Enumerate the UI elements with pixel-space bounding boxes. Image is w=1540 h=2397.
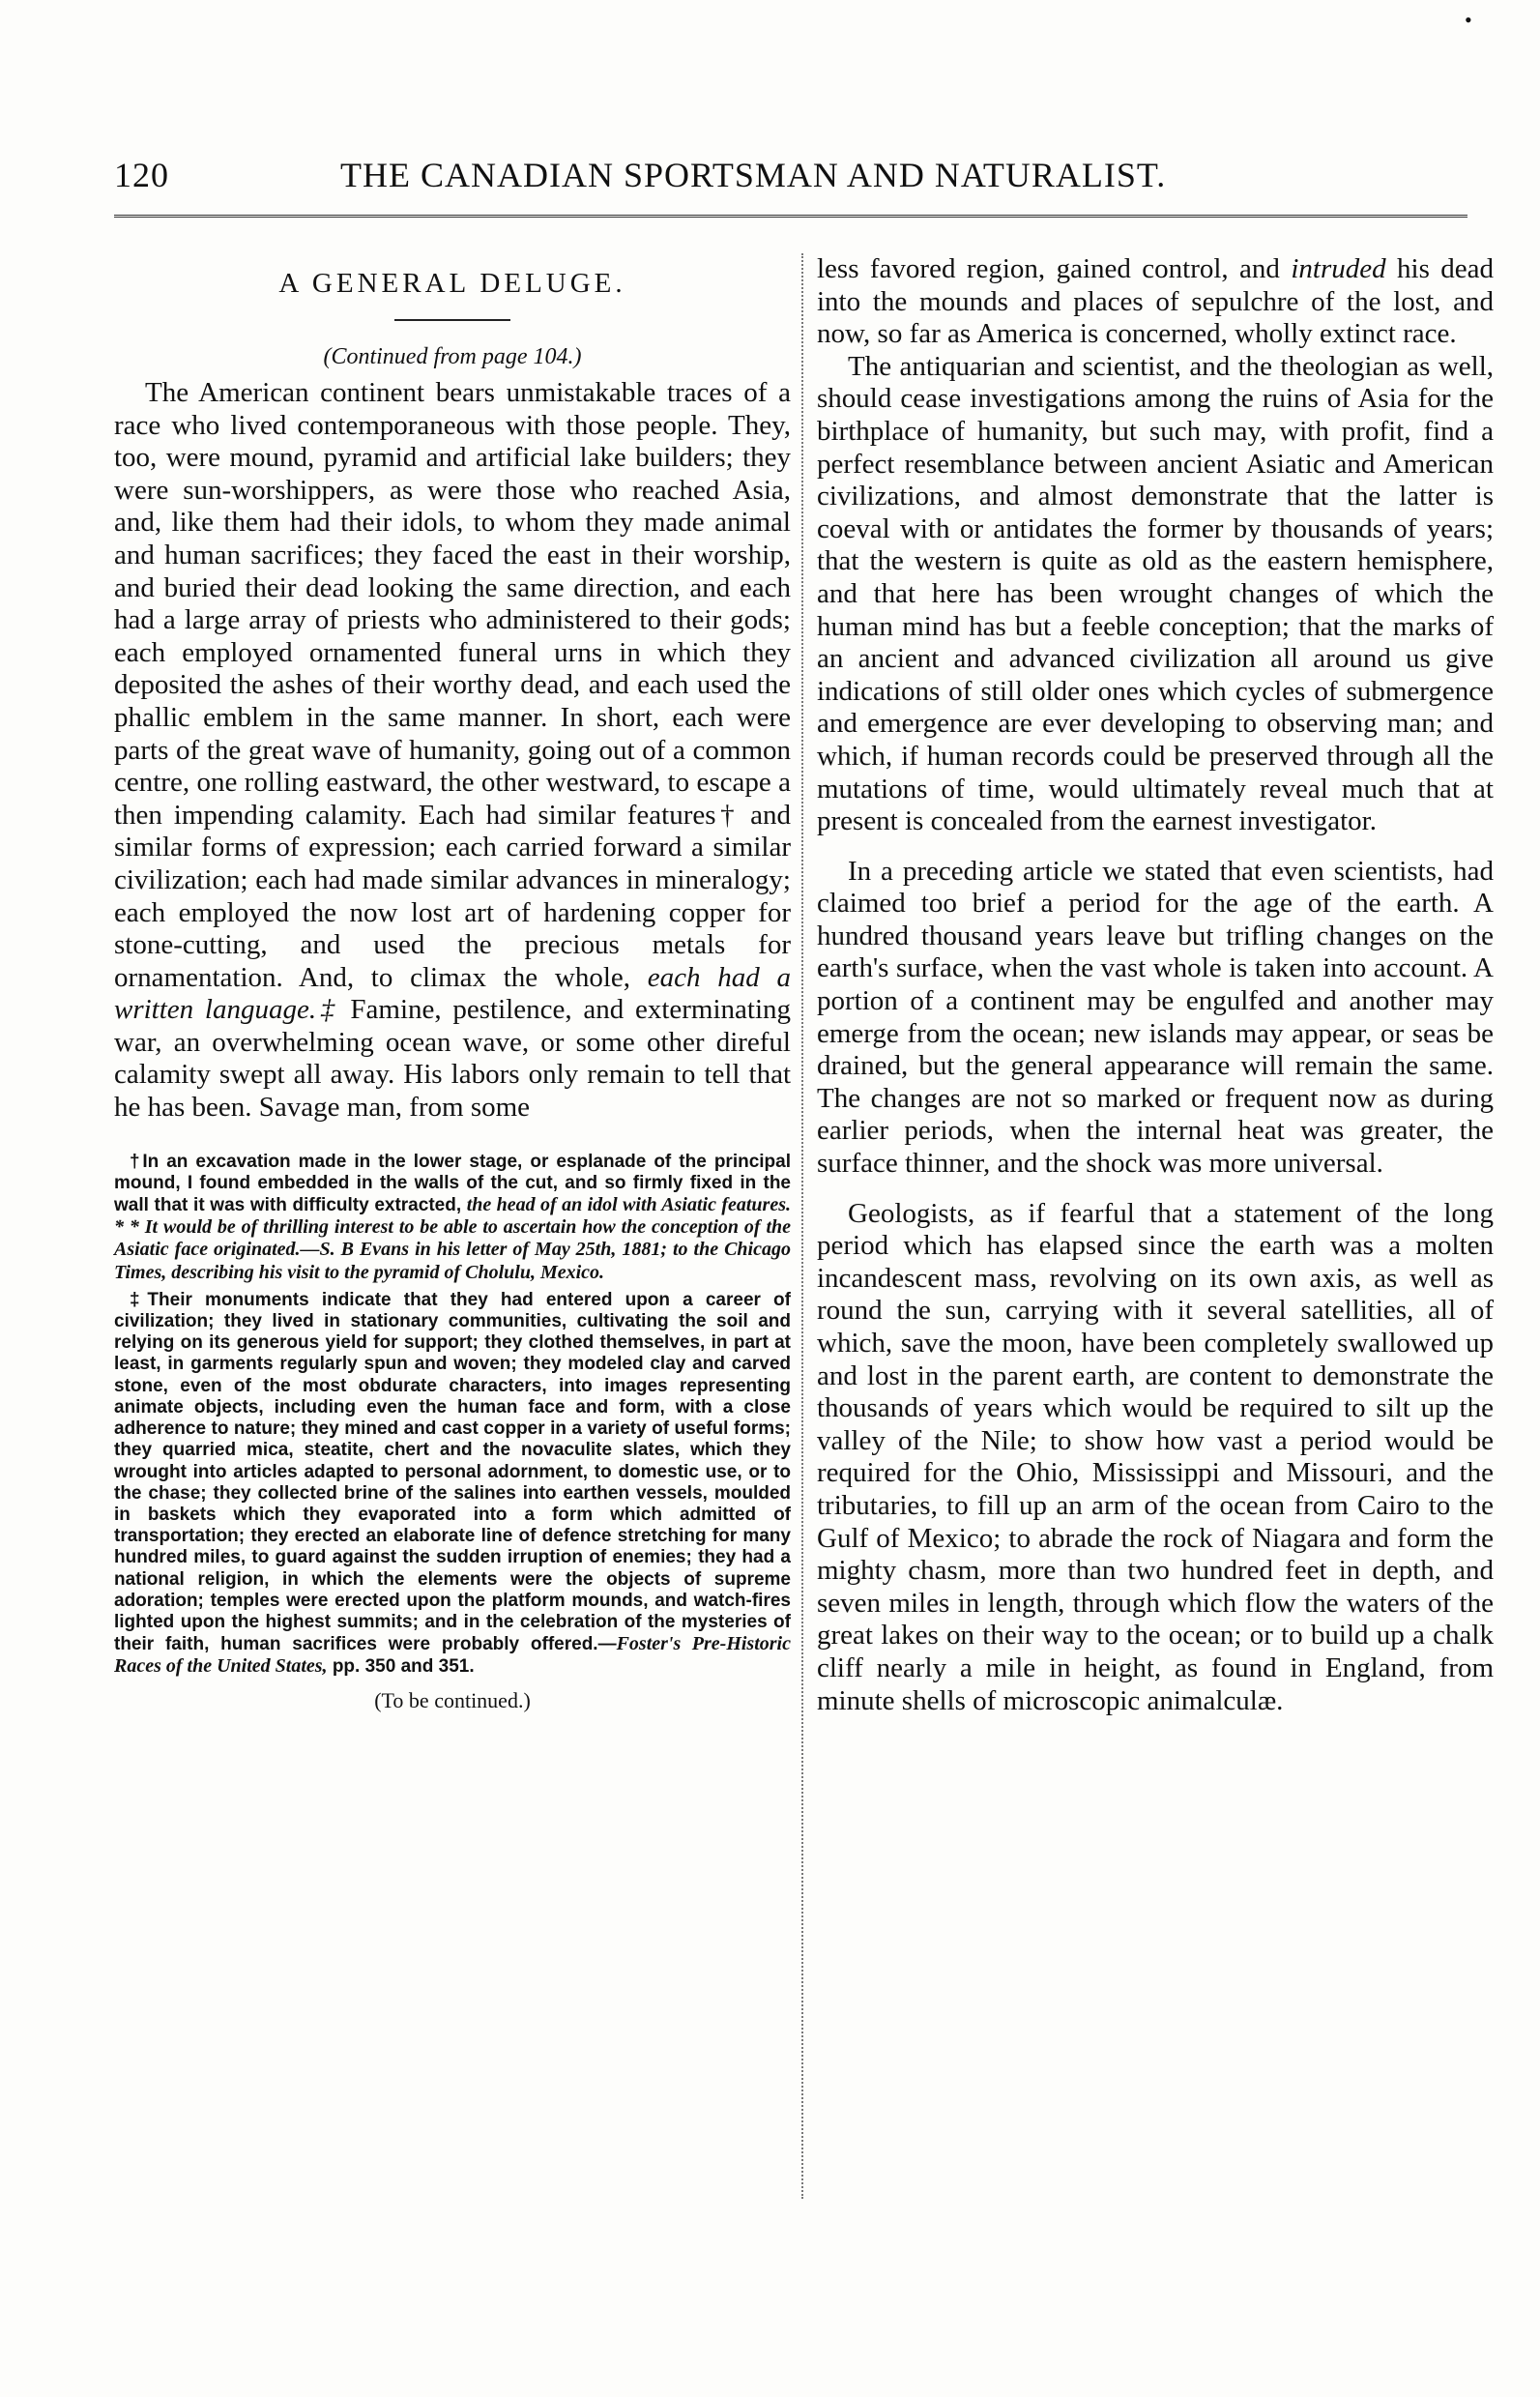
paragraph: The antiquarian and scientist, and the theologian as well, should cease investigations among the ruins of Asia for the birthplace of humanity, but such may, with profit, find a perfect resemblance between ancient Asiatic and American civilizations, and almost demonstrate that the latter is coeval with or antidates the former by thousands of years; that the western is quite as old as the eastern hemisphere, and that here has been wrought changes of which the human mind has but a feeble conception; that the marks of an ancient and advanced civilization all around us give indications of still older ones which cycles of submergence and emergence are ever developing to observing man; and which, if human records could be preserved through all the mutations of time, would ultimately reveal much that at present is concealed from the earnest investigator. xyxy=(817,350,1494,837)
footnotes xyxy=(114,1152,791,1679)
emphasis-text: intruded xyxy=(1291,253,1386,284)
paragraph-text: The American continent bears unmistakable traces of a race who lived contemporaneous with those people. They, too, were mound, pyramid and artificial lake builders; they were sun-worshippers, as were those who reached Asia, and, like them had their idols, to whom they made animal and human sacrifices; they faced the east in their worship, and buried their dead looking the same direction, and each had a large array of priests who administered to their gods; each employed ornamented funeral urns in which they deposited the ashes of their worthy dead, and each used the phallic emblem in the same manner. In short, each were parts of the great wave of humanity, going out of a common centre, one rolling eastward, the other westward, to escape a then impending calamity. Each had similar features† and similar forms of expression; each carried forward a similar civilization; each had made similar advances in mineralogy; each employed the now lost art of hardening copper for stone-cutting, and used the precious metals for ornamentation. And, to climax the whole, xyxy=(114,377,791,993)
footnote-1 xyxy=(114,1152,791,1284)
running-title: THE CANADIAN SPORTSMAN AND NATURALIST. xyxy=(340,156,1167,194)
page-number: 120 xyxy=(114,156,169,194)
footnote-2 xyxy=(114,1290,791,1679)
continued-note: (Continued from page 104.) xyxy=(323,344,582,369)
paragraph-text: his dead into the mounds and places of sepulchre of the lost, and now, so far as America is concerned, wholly extinct race. xyxy=(817,253,1495,350)
page-header xyxy=(114,155,1371,203)
title-rule xyxy=(394,319,510,321)
paragraph-gap xyxy=(817,1181,1494,1198)
paragraph: In a preceding article we stated that even scientists, had claimed too brief a period for the age of the earth. A hundred thousand years leave but trifling changes on the earth's surface, when the vast whole is taken into account. A portion of a continent may be engulfed and another may emerge from the ocean; new islands may appear, or seas be drained, but the general appearance will remain the same. The changes are not so marked or frequent now as during earlier periods, when the internal heat was greater, the surface thinner, and the shock was more universal. xyxy=(817,855,1494,1180)
paragraph xyxy=(114,377,791,1125)
article-title: A GENERAL DELUGE. xyxy=(278,268,626,299)
emphasis-text: each had a written language.‡ xyxy=(114,961,791,1026)
footnote-italic: the head of an idol with Asiatic features. * * It would be of thrilling interest to be able to ascertain how the conception of the Asiatic face originated.—S. B Evans in his letter of May 25th, 1881; to the Chicago Times, describing his visit to the pyramid of Cholulu, Mexico. xyxy=(114,1194,791,1283)
left-column xyxy=(114,253,791,1713)
right-column xyxy=(817,253,1494,1717)
footnote-text: †In an excavation made in the lower stage, or esplanade of the principal mound, I found embedded in the walls of the cut, and so firmly fixed in the wall that it was with difficulty extracted, xyxy=(114,1151,791,1216)
footnote-end: pp. 350 and 351. xyxy=(332,1656,475,1678)
column-divider xyxy=(801,253,803,2199)
header-rule xyxy=(114,215,1467,218)
to-be-continued: (To be continued.) xyxy=(374,1687,531,1712)
paragraph: Geologists, as if fearful that a statement of the long period which has elapsed since the earth was a molten incandescent mass, revolving on its own axis, as well as round the sun, carrying with it several satellities, all of which, save the moon, have been completely swallowed up and lost in the parent earth, are content to demonstrate the thousands of years which would be required to silt up the valley of the Nile; to show how vast a period would be required for the Ohio, Mississippi and Missouri, and the tributaries, to fill up an arm of the ocean from Cairo to the Gulf of Mexico; to abrade the rock of Niagara and form the mighty chasm, more than two hundred feet in depth, and seven miles in length, through which flow the waters of the great lakes on their way to the ocean; or to build up a chalk cliff nearly a mile in height, as found in England, from minute shells of microscopic animalculæ. xyxy=(817,1197,1494,1716)
corner-ink-mark: • xyxy=(1465,8,1472,32)
paragraph-text: Famine, pestilence, and exterminating war, an overwhelming ocean wave, or some other direful calamity swept all away. His labors only remain to tell that he has been. Savage man, from some xyxy=(114,994,792,1124)
paragraph xyxy=(817,253,1494,351)
footnote-text: ‡Their monuments indicate that they had entered upon a career of civilization; they lived in stationary communities, cultivating the soil and relying on its generous yield for support; they clothed themselves, in part at least, in garments regularly spun and woven; they modeled clay and carved stone, even of the most obdurate characters, into images representing animate objects, including even the human face and form, with a close adherence to nature; they mined and cast copper in a variety of useful forms; they quarried mica, steatite, chert and the novaculite slates, which they wrought into articles adapted to personal adornment, to domestic use, or to the chase; they collected brine of the salines into earthen vessels, moulded in baskets which they evaporated into a form which admitted of transportation; they erected an elaborate line of defence stretching for many hundred miles, to guard against the sudden irruption of enemies; they had a national religion, in which the elements were the objects of supreme adoration; temples were erected upon the platform mounds, and watch-fires lighted upon the highest summits; and in the celebration of the mysteries of their faith, human sacrifices were probably offered.— xyxy=(114,1289,791,1655)
footnote-italic: Foster's Pre-Historic Races of the United States, xyxy=(114,1633,791,1678)
paragraph-gap xyxy=(817,838,1494,856)
paragraph-text: less favored region, gained control, and xyxy=(817,253,1280,284)
